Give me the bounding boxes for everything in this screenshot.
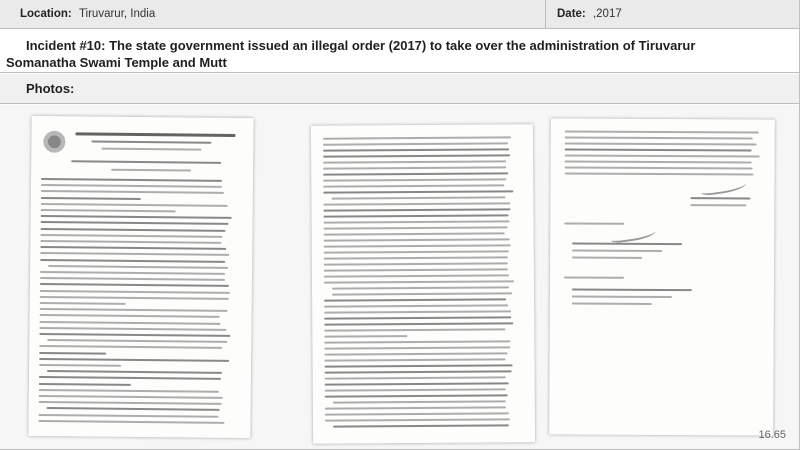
document-text-line	[323, 160, 506, 163]
document-text-line	[324, 316, 511, 319]
document-text-line	[47, 339, 227, 343]
document-text-line	[324, 335, 407, 338]
document-text-line	[565, 130, 759, 133]
document-text-line	[572, 243, 682, 246]
document-text-line	[323, 178, 506, 181]
document-text-line	[39, 376, 221, 380]
document-text-line	[325, 418, 510, 421]
document-text-line	[325, 370, 512, 373]
document-text-line	[565, 148, 752, 151]
document-text-line	[324, 352, 507, 355]
document-text-line	[41, 215, 232, 219]
document-text-line	[41, 203, 228, 207]
document-text-line	[39, 414, 219, 418]
document-text-line	[111, 169, 191, 172]
document-text-line	[39, 358, 229, 362]
document-text-line	[323, 142, 508, 145]
location-label: Location:	[20, 8, 72, 20]
document-text-line	[331, 196, 505, 199]
document-text-line	[324, 268, 508, 271]
document-text-line	[39, 327, 226, 331]
document-text-line	[324, 262, 508, 265]
document-text-line	[324, 250, 509, 253]
document-text-line	[41, 197, 141, 200]
document-text-line	[39, 345, 222, 349]
document-text-line	[324, 244, 511, 247]
document-photo-3	[549, 118, 775, 435]
document-text-line	[39, 401, 222, 405]
document-text-line	[572, 303, 652, 305]
photos-label: Photos:	[26, 81, 75, 96]
incident-description	[0, 29, 799, 73]
document-text-line	[325, 412, 509, 415]
document-text-line	[324, 214, 509, 217]
document-text-line	[323, 208, 510, 211]
document-text-line	[40, 259, 225, 263]
document-text-line	[332, 292, 512, 295]
document-text-line	[323, 154, 510, 157]
document-text-line	[333, 400, 506, 403]
document-text-line	[41, 184, 222, 188]
signature-mark	[700, 178, 747, 196]
document-text-line	[324, 226, 508, 229]
document-text-line	[40, 252, 229, 256]
document-text-line	[325, 406, 506, 409]
document-text-line	[40, 308, 228, 312]
document-text-line	[565, 166, 753, 169]
document-text-line	[324, 304, 508, 307]
document-text-line	[323, 202, 510, 205]
document-text-line	[324, 220, 510, 223]
document-text-line	[324, 256, 508, 259]
document-text-line	[324, 232, 505, 235]
document-text-line	[333, 424, 509, 427]
document-text-line	[324, 280, 514, 283]
document-text-line	[565, 160, 752, 163]
document-text-line	[40, 283, 229, 287]
document-text-line	[324, 340, 510, 343]
document-text-line	[324, 238, 510, 241]
document-text-line	[325, 364, 513, 367]
document-text-line	[324, 310, 511, 313]
document-text-line	[38, 420, 224, 424]
document-text-line	[572, 289, 692, 292]
document-text-line	[39, 395, 223, 399]
document-text-line	[40, 302, 126, 305]
document-text-line	[323, 136, 511, 139]
signature-mark	[610, 226, 657, 244]
document-text-line	[565, 136, 753, 139]
document-text-line	[40, 290, 230, 294]
document-photo-2	[311, 124, 535, 444]
document-photo-1	[28, 116, 253, 438]
document-text-line	[40, 240, 221, 244]
document-text-line	[324, 274, 509, 277]
document-text-line	[690, 204, 746, 206]
document-text-line	[323, 184, 504, 187]
document-text-line	[324, 298, 506, 301]
document-text-line	[564, 276, 624, 278]
location-cell	[0, 0, 546, 28]
document-text-line	[41, 221, 229, 225]
date-cell	[547, 0, 799, 28]
document-text-line	[324, 322, 513, 325]
photos-row	[0, 74, 799, 104]
document-text-line	[564, 222, 624, 224]
document-text-line	[572, 296, 672, 299]
document-text-line	[323, 148, 509, 151]
document-text-line	[325, 394, 508, 397]
document-text-line	[325, 382, 509, 385]
document-text-line	[332, 286, 509, 289]
header-row	[0, 0, 799, 29]
document-text-line	[325, 376, 506, 379]
document-text-line	[40, 234, 222, 238]
document-text-line	[323, 166, 506, 169]
incident-text-line1: Incident #10: The state government issued an illegal order (2017) to take over the administration of Tiruvarur	[26, 38, 696, 53]
document-text-line	[565, 172, 754, 175]
document-text-line	[39, 364, 121, 367]
document-text-line	[323, 172, 508, 175]
emblem-seal-icon	[43, 130, 65, 156]
document-text-line	[47, 370, 222, 374]
document-text-line	[324, 346, 510, 349]
document-text-line	[325, 358, 506, 361]
document-text-line	[40, 271, 225, 275]
document-text-line	[40, 321, 221, 325]
document-text-line	[40, 277, 225, 281]
document-text-line	[47, 407, 220, 411]
page-number: 16.65	[758, 429, 786, 441]
document-text-line	[75, 132, 235, 137]
document-text-line	[323, 190, 513, 193]
document-text-line	[91, 140, 211, 143]
document-text-line	[39, 389, 219, 393]
document-text-line	[565, 142, 757, 145]
document-text-line	[39, 352, 106, 355]
incident-text-line2: Somanatha Swami Temple and Mutt	[6, 55, 227, 70]
document-text-line	[41, 178, 222, 182]
document-text-line	[41, 209, 176, 212]
document-text-line	[41, 190, 224, 194]
document-text-line	[40, 314, 220, 318]
location-value: Tiruvarur, India	[78, 8, 156, 20]
document-text-line	[71, 160, 221, 164]
document-text-line	[40, 228, 225, 232]
document-text-line	[325, 388, 506, 391]
document-text-line	[39, 333, 230, 337]
document-text-line	[101, 148, 201, 151]
document-text-line	[324, 328, 505, 331]
document-text-line	[572, 250, 662, 252]
date-label: Date:	[557, 8, 586, 20]
document-text-line	[572, 257, 642, 259]
document-text-line	[40, 246, 226, 250]
document-text-line	[48, 265, 228, 269]
document-text-line	[39, 383, 131, 386]
document-text-line	[690, 197, 750, 199]
date-value: ,2017	[592, 8, 622, 20]
photo-area	[0, 105, 799, 449]
document-text-line	[40, 296, 229, 300]
document-text-line	[565, 154, 760, 157]
